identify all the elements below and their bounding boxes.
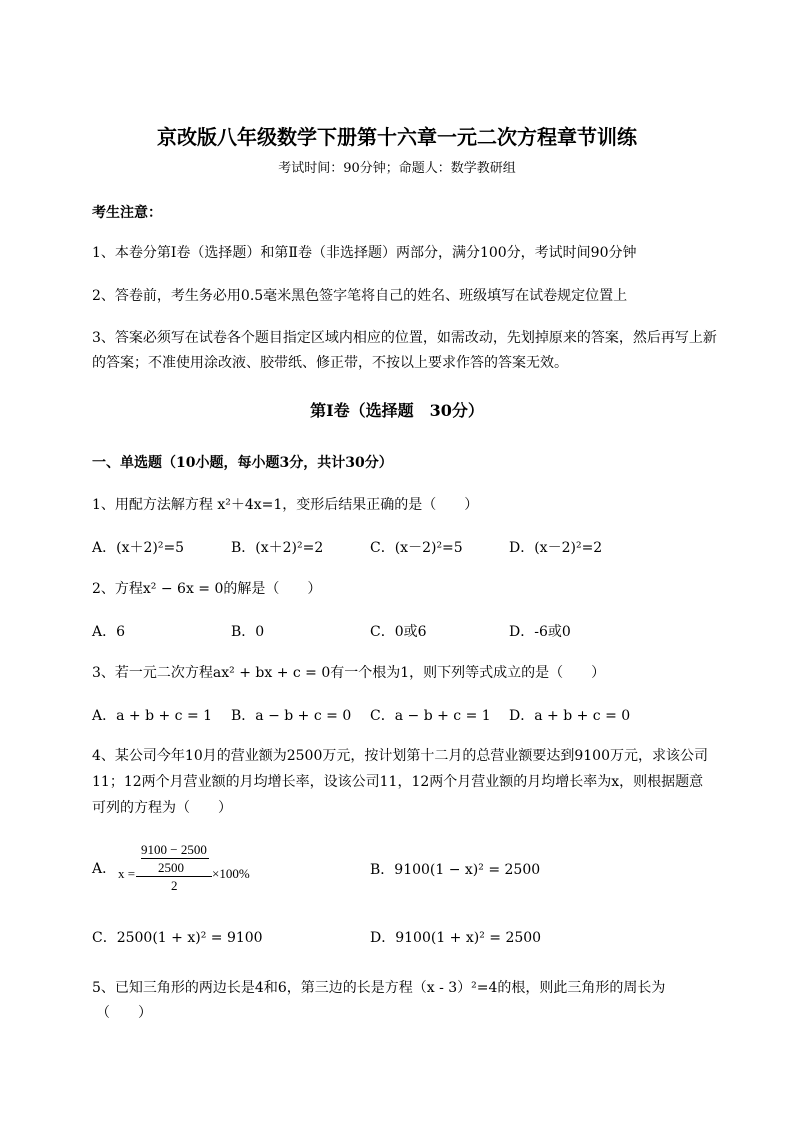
question-4-option-a-num-top: 9100 − 2500 [141,842,207,857]
question-5-stem-line-2: （ ） [96,1005,152,1021]
question-4-option-a-den: 2 [171,878,178,893]
notice-item-1: 1、本卷分第I卷（选择题）和第Ⅱ卷（非选择题）两部分，满分100分，考试时间90分钟 [92,245,637,261]
question-4-option-c: C．2500(1 + x)² = 9100 [92,930,263,946]
question-4-option-a-num-bottom: 2500 [158,860,184,875]
question-3-option-a: A．a + b + c = 1 [92,708,213,724]
question-2-stem: 2、方程x² − 6x = 0的解是（ ） [92,581,322,597]
question-3-stem: 3、若一元二次方程ax² + bx + c = 0有一个根为1，则下列等式成立的是（ ） [92,665,606,681]
part-title: 一、单选题（10小题，每小题3分，共计30分） [92,455,393,471]
question-3-option-c: C．a − b + c = 1 [370,708,491,724]
question-3-option-d: D．a + b + c = 0 [509,708,631,724]
question-2-option-b: B．0 [231,624,265,640]
question-4-stem-line-3: 可列的方程为（ ） [92,800,232,816]
question-4-option-a-label: A． [92,861,117,877]
question-4-option-a-main-bar [136,876,212,877]
question-5-stem-line-1: 5、已知三角形的两边长是4和6，第三边的长是方程（x - 3）²=4的根，则此三角形的周长为 [92,980,666,996]
question-4-option-a-suffix: ×100% [212,866,250,881]
notice-item-3-cont: 的答案；不准使用涂改液、胶带纸、修正带，不按以上要求作答的答案无效。 [92,355,568,371]
question-4-option-d: D．9100(1 + x)² = 2500 [370,930,542,946]
question-1-option-a: A．(x＋2)²=5 [92,540,185,556]
question-4-stem-line-2: 11；12两个月营业额的月均增长率，设该公司11，12两个月营业额的月均增长率为x，则根据题意 [92,774,704,790]
question-4-option-b: B．9100(1 − x)² = 2500 [370,862,541,878]
question-1-option-c: C．(x－2)²=5 [370,540,463,556]
document-title: 京改版八年级数学下册第十六章一元二次方程章节训练 [157,125,637,149]
question-4-stem-line-1: 4、某公司今年10月的营业额为2500万元，按计划第十二月的总营业额要达到9100万元，求该公司 [92,748,708,764]
notice-heading: 考生注意： [92,205,162,221]
section-title: 第I卷（选择题 30分） [310,401,484,420]
question-2-option-c: C．0或6 [370,624,427,640]
question-1-option-d: D．(x－2)²=2 [509,540,603,556]
question-4-option-a-inner-bar [141,858,209,859]
question-4-option-a-lhs: x = [118,866,136,881]
notice-item-3: 3、答案必须写在试卷各个题目指定区域内相应的位置，如需改动，先划掉原来的答案，然后再写上新 [92,330,717,346]
question-1-option-b: B．(x＋2)²=2 [231,540,324,556]
question-1-stem: 1、用配方法解方程 x²＋4x=1，变形后结果正确的是（ ） [92,497,479,513]
question-2-option-a: A．6 [92,624,126,640]
question-2-option-d: D．-6或0 [509,624,571,640]
question-3-option-b: B．a − b + c = 0 [231,708,352,724]
notice-item-2: 2、答卷前，考生务必用0.5毫米黑色签字笔将自己的姓名、班级填写在试卷规定位置上 [92,288,628,304]
exam-subtitle: 考试时间：90分钟；命题人：数学教研组 [278,161,516,176]
